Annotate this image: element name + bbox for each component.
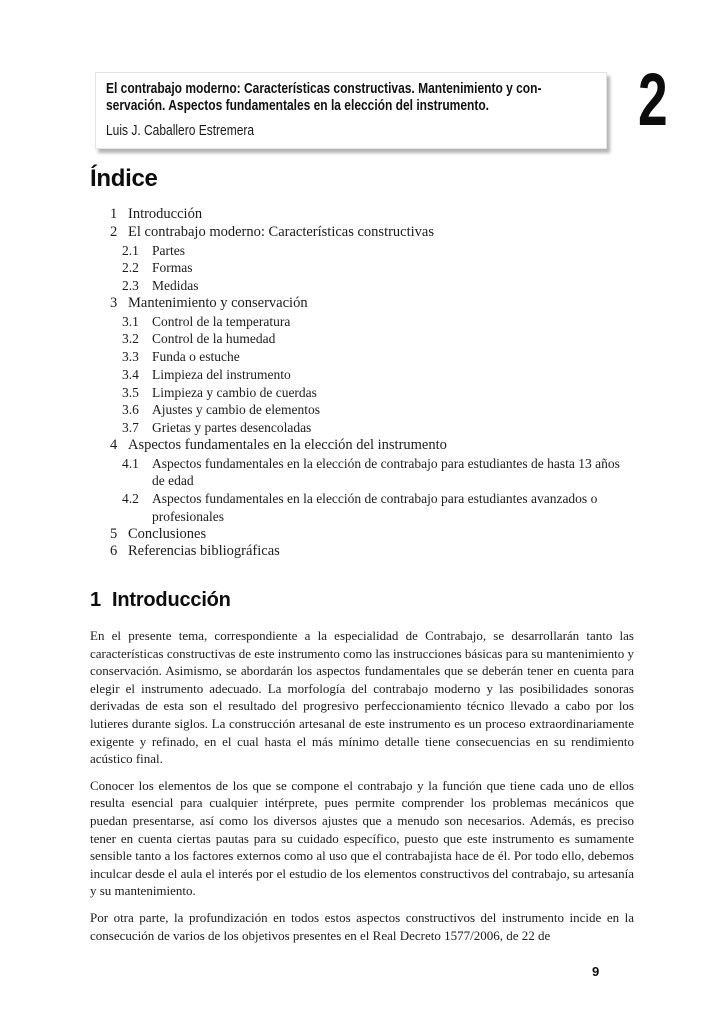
toc-item-label: Conclusiones <box>128 525 207 542</box>
toc-item-label: Referencias bibliográficas <box>128 543 280 560</box>
toc-item-number: 2 <box>110 223 118 240</box>
toc-item-label: Partes <box>152 242 185 258</box>
toc-item-label: Aspectos fundamentales en la elección de contrabajo para estudiantes avanzados o profesionales <box>152 491 598 524</box>
toc-item-number: 3.5 <box>122 384 139 400</box>
toc-item-label: Control de la temperatura <box>152 313 291 329</box>
toc-item-3.1 <box>90 313 634 331</box>
intro-paragraph-1: En el presente tema, correspondiente a la especialidad de Contrabajo, se desarrollarán tanto las características constructivas de este instrumento como las instrucciones básicas para su mantenimiento y conservación. Asimismo, se abordarán los aspectos fundamentales que se deberán tener en cuenta para elegir el instrumento adecuado. La morfología del contrabajo moderno y las posibilidades sonoras derivadas de esta son el resultado del progresivo perfeccionamiento técnico llevado a cabo por los lutieres durante siglos. La construcción artesanal de este instrumento es un proceso extraordinariamente exigente y refinado, en el cual hasta el más mínimo detalle tiene consecuencias en su rendimiento acústico final. <box>90 628 634 767</box>
toc-item-label: Limpieza del instrumento <box>152 366 291 382</box>
toc-item-label: Mantenimiento y conservación <box>128 294 308 311</box>
toc-item-number: 3 <box>110 294 118 311</box>
section-heading-title: Introducción <box>112 589 231 611</box>
toc-item-label: Medidas <box>152 278 199 293</box>
toc-item-4 <box>90 437 634 455</box>
toc-item-2.2 <box>90 259 634 277</box>
toc-item-4.2 <box>90 490 634 526</box>
toc-item-3.6 <box>90 401 634 419</box>
toc-item-6 <box>90 543 634 561</box>
chapter-title <box>106 80 542 114</box>
content-column <box>90 166 634 953</box>
toc-item-3.3 <box>90 348 634 366</box>
toc-item-3.7 <box>90 419 634 437</box>
toc-item-label: Aspectos fundamentales en la elección de contrabajo para estudiantes de hasta 13 años de edad <box>152 455 620 489</box>
page-number: 9 <box>592 964 600 979</box>
toc-item-number: 3.6 <box>122 402 139 418</box>
toc-item-label: Grietas y partes desencoladas <box>152 420 312 435</box>
toc-item-number: 3.3 <box>122 349 139 364</box>
toc-item-3 <box>90 295 634 313</box>
toc-item-number: 5 <box>110 525 118 542</box>
chapter-header-box <box>95 72 607 149</box>
chapter-title-line-2: servación. Aspectos fundamentales en la elección del instrumento. <box>106 96 490 114</box>
chapter-author: Luis J. Caballero Estremera <box>106 122 255 139</box>
toc-item-number: 4 <box>110 436 118 453</box>
toc-item-number: 4.2 <box>122 491 139 506</box>
chapter-number: 2 <box>638 58 668 141</box>
toc-list <box>90 206 634 561</box>
intro-paragraph-3: Por otra parte, la profundización en todos estos aspectos constructivos del instrumento incide en la consecución de varios de los objetivos presentes en el Real Decreto 1577/2006, de 22 de <box>90 909 634 943</box>
toc-item-3.2 <box>90 330 634 348</box>
toc-item-label: Funda o estuche <box>152 349 240 364</box>
toc-item-label: Introducción <box>128 206 203 222</box>
toc-item-number: 3.7 <box>122 420 139 435</box>
toc-item-2.1 <box>90 242 634 260</box>
toc-item-3.4 <box>90 366 634 384</box>
toc-item-number: 1 <box>110 206 118 222</box>
toc-item-3.5 <box>90 384 634 402</box>
toc-item-number: 2.1 <box>122 242 139 258</box>
chapter-title-line-1: El contrabajo moderno: Características constructivas. Mantenimiento y con- <box>106 80 542 97</box>
toc-item-label: El contrabajo moderno: Características constructivas <box>128 223 435 240</box>
chapter-header-text <box>106 80 542 139</box>
toc-item-2.3 <box>90 277 634 295</box>
toc-item-label: Aspectos fundamentales en la elección del instrumento <box>128 436 447 453</box>
toc-item-number: 3.4 <box>122 366 139 382</box>
toc-item-number: 2.3 <box>122 278 139 293</box>
toc-item-label: Control de la humedad <box>152 331 276 347</box>
toc-item-4.1 <box>90 455 634 491</box>
toc-item-2 <box>90 224 634 242</box>
toc-item-1 <box>90 206 634 224</box>
toc-item-number: 3.1 <box>122 313 139 329</box>
toc-item-label: Limpieza y cambio de cuerdas <box>152 384 317 400</box>
toc-item-number: 6 <box>110 543 118 560</box>
intro-paragraph-2: Conocer los elementos de los que se compone el contrabajo y la función que tiene cada uno de ellos resulta esencial para cualquier intérprete, pues permite comprender los problemas mecánicos que puedan presentarse, así como los diversos ajustes que a menudo son necesarios. Además, es preciso tener en cuenta ciertas pautas para su cuidado específico, puesto que este instrumento es sumamente sensible tanto a los factores externos como al uso que el contrabajista hace de él. Por todo ello, debemos inculcar desde el aula el interés por el estudio de los elementos constructivos del contrabajo, su artesanía y su mantenimiento. <box>90 777 635 899</box>
toc-item-5 <box>90 526 634 544</box>
toc-item-number: 2.2 <box>122 260 139 276</box>
section-heading-number: 1 <box>90 589 101 611</box>
toc-heading: Índice <box>90 165 158 192</box>
intro-paragraphs <box>90 627 634 944</box>
toc-item-label: Formas <box>152 260 193 276</box>
toc-item-number: 4.1 <box>122 455 139 471</box>
toc-item-number: 3.2 <box>122 331 139 347</box>
toc-item-label: Ajustes y cambio de elementos <box>152 402 320 418</box>
section-heading <box>90 588 634 612</box>
